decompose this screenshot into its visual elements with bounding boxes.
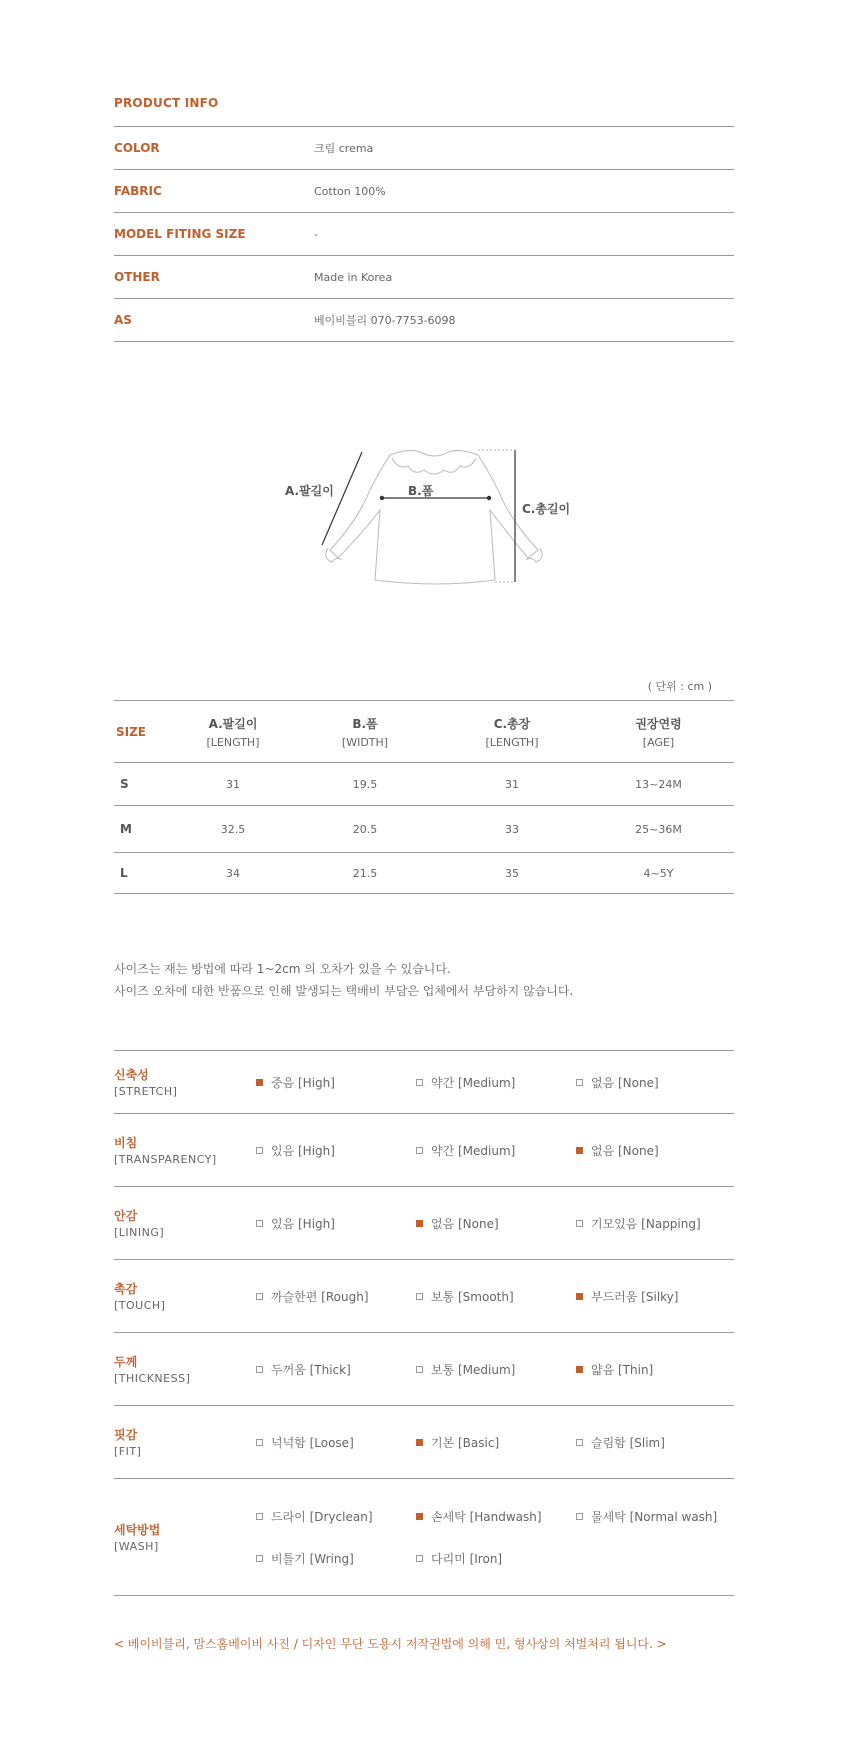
info-value: - xyxy=(314,227,318,241)
property-option-label: 약간 [Medium] xyxy=(431,1143,516,1158)
property-name xyxy=(114,1114,256,1186)
property-option xyxy=(576,1285,734,1307)
property-option-label: 까슬한편 [Rough] xyxy=(271,1289,369,1304)
info-row-other xyxy=(114,255,734,298)
property-row xyxy=(114,1186,734,1259)
col-header-sub: [LENGTH] xyxy=(206,735,260,749)
property-label-en: [TRANSPARENCY] xyxy=(114,1153,217,1166)
checked-box-icon xyxy=(576,1147,583,1154)
property-option-label: 약간 [Medium] xyxy=(431,1075,516,1090)
size-table-header xyxy=(114,701,734,763)
property-row xyxy=(114,1332,734,1405)
property-option-label: 두꺼움 [Thick] xyxy=(271,1362,351,1377)
unchecked-box-icon xyxy=(256,1513,263,1520)
property-option xyxy=(416,1285,576,1307)
col-header-main: A.팔길이 xyxy=(208,716,258,731)
property-option xyxy=(416,1431,576,1453)
unchecked-box-icon xyxy=(256,1220,263,1227)
size-cell: L xyxy=(120,866,128,880)
property-option-label: 부드러움 [Silky] xyxy=(591,1289,679,1304)
property-label-ko: 세탁방법 xyxy=(114,1523,161,1537)
property-name xyxy=(114,1333,256,1405)
table-row xyxy=(114,763,734,806)
property-options xyxy=(256,1051,734,1113)
table-row xyxy=(114,806,734,853)
table-cell: 21.5 xyxy=(352,866,378,880)
info-row-as xyxy=(114,298,734,342)
info-row-model-size xyxy=(114,212,734,255)
info-value: Made in Korea xyxy=(314,270,393,284)
property-option-label: 비틀기 [Wring] xyxy=(271,1551,354,1566)
unchecked-box-icon xyxy=(416,1366,423,1373)
unchecked-box-icon xyxy=(256,1147,263,1154)
property-option xyxy=(256,1547,416,1569)
property-row xyxy=(114,1478,734,1596)
property-label-ko: 안감 xyxy=(114,1209,138,1223)
property-option-label: 손세탁 [Handwash] xyxy=(431,1509,542,1524)
checked-box-icon xyxy=(256,1079,263,1086)
property-option xyxy=(256,1071,416,1093)
checked-box-icon xyxy=(576,1366,583,1373)
copyright-notice: < 베이비블리, 맘스홈베이비 사진 / 디자인 무단 도용시 저작권법에 의해 민, 형사상의 처벌처리 됩니다. > xyxy=(114,1637,667,1651)
property-label-en: [WASH] xyxy=(114,1540,159,1553)
product-info-rows xyxy=(114,126,734,342)
table-cell: 32.5 xyxy=(220,822,246,836)
property-option xyxy=(256,1139,416,1161)
col-header-age xyxy=(583,701,734,763)
unchecked-box-icon xyxy=(416,1293,423,1300)
property-option xyxy=(416,1139,576,1161)
property-option xyxy=(576,1139,734,1161)
property-option-label: 얇음 [Thin] xyxy=(591,1362,654,1377)
unchecked-box-icon xyxy=(256,1293,263,1300)
col-header-main: B.폼 xyxy=(352,716,378,731)
col-header-length xyxy=(441,701,583,763)
info-value: 베이비블리 070-7753-6098 xyxy=(314,314,456,327)
property-label-en: [THICKNESS] xyxy=(114,1372,191,1385)
unchecked-box-icon xyxy=(256,1555,263,1562)
property-option-label: 보통 [Medium] xyxy=(431,1362,516,1377)
property-option xyxy=(256,1358,416,1380)
col-header-sub: [WIDTH] xyxy=(341,735,389,749)
property-option xyxy=(416,1358,576,1380)
property-option xyxy=(416,1505,576,1527)
property-option xyxy=(256,1212,416,1234)
property-option-label: 없음 [None] xyxy=(591,1143,659,1158)
property-label-ko: 비침 xyxy=(114,1136,138,1150)
property-options xyxy=(256,1333,734,1405)
size-notes xyxy=(114,958,734,1002)
property-label-ko: 신축성 xyxy=(114,1068,149,1082)
property-name xyxy=(114,1260,256,1332)
unchecked-box-icon xyxy=(576,1220,583,1227)
unchecked-box-icon xyxy=(416,1555,423,1562)
table-cell: 25~36M xyxy=(635,822,682,836)
property-label-en: [STRETCH] xyxy=(114,1085,178,1098)
table-cell: 34 xyxy=(226,866,240,880)
checked-box-icon xyxy=(416,1513,423,1520)
col-header-sub: [LENGTH] xyxy=(485,735,539,749)
property-option xyxy=(416,1212,576,1234)
size-table-section xyxy=(114,678,734,894)
info-row-fabric xyxy=(114,169,734,212)
size-header: SIZE xyxy=(116,724,147,739)
col-header-sleeve xyxy=(177,701,289,763)
property-option-label: 기모있음 [Napping] xyxy=(591,1216,701,1231)
property-name xyxy=(114,1406,256,1478)
property-option xyxy=(576,1358,734,1380)
diagram-label-width: B.폼 xyxy=(408,484,434,498)
table-cell: 33 xyxy=(505,822,519,836)
property-option-label: 물세탁 [Normal wash] xyxy=(591,1509,718,1524)
size-cell: M xyxy=(120,822,132,836)
unit-label: ( 단위 : cm ) xyxy=(647,680,712,693)
property-label-en: [TOUCH] xyxy=(114,1299,166,1312)
property-options xyxy=(256,1187,734,1259)
property-options xyxy=(256,1479,734,1595)
property-name xyxy=(114,1051,256,1113)
info-label: COLOR xyxy=(114,141,160,155)
info-label: AS xyxy=(114,313,132,327)
info-label: MODEL FITING SIZE xyxy=(114,227,246,241)
table-cell: 31 xyxy=(505,777,519,791)
property-options xyxy=(256,1114,734,1186)
property-row xyxy=(114,1050,734,1113)
table-row xyxy=(114,853,734,894)
property-option-label: 없음 [None] xyxy=(591,1075,659,1090)
property-label-ko: 핏감 xyxy=(114,1428,138,1442)
size-cell: S xyxy=(120,777,129,791)
info-value: 크림 crema xyxy=(314,142,374,155)
note-line: 사이즈 오차에 대한 반품으로 인해 발생되는 택배비 부담은 업체에서 부담하지 않습니다. xyxy=(114,984,574,998)
unchecked-box-icon xyxy=(576,1513,583,1520)
property-option-label: 넉넉함 [Loose] xyxy=(271,1435,354,1450)
property-option xyxy=(416,1547,576,1569)
property-option xyxy=(576,1071,734,1093)
checked-box-icon xyxy=(576,1293,583,1300)
unchecked-box-icon xyxy=(256,1439,263,1446)
col-header-width xyxy=(289,701,441,763)
unchecked-box-icon xyxy=(576,1079,583,1086)
property-label-ko: 두께 xyxy=(114,1355,138,1369)
fabric-properties-section xyxy=(114,1050,734,1596)
product-info-title: PRODUCT INFO xyxy=(114,96,219,110)
note-line: 사이즈는 재는 방법에 따라 1~2cm 의 오차가 있을 수 있습니다. xyxy=(114,962,451,976)
property-option-label: 다리미 [Iron] xyxy=(431,1551,503,1566)
property-option xyxy=(416,1071,576,1093)
table-cell: 20.5 xyxy=(352,822,378,836)
col-header-sub: [AGE] xyxy=(642,735,675,749)
info-row-color xyxy=(114,126,734,169)
property-row xyxy=(114,1259,734,1332)
property-label-en: [LINING] xyxy=(114,1226,165,1239)
property-options xyxy=(256,1260,734,1332)
garment-measurement-diagram xyxy=(270,430,590,600)
property-label-ko: 촉감 xyxy=(114,1282,138,1296)
property-option-label: 없음 [None] xyxy=(431,1216,499,1231)
property-option xyxy=(576,1431,734,1453)
property-option-label: 슬림함 [Slim] xyxy=(591,1435,665,1450)
property-name xyxy=(114,1479,256,1595)
checked-box-icon xyxy=(416,1439,423,1446)
table-cell: 4~5Y xyxy=(643,866,674,880)
info-label: FABRIC xyxy=(114,184,162,198)
table-cell: 19.5 xyxy=(352,777,378,791)
diagram-label-sleeve: A.팔길이 xyxy=(285,484,334,498)
property-label-en: [FIT] xyxy=(114,1445,142,1458)
product-info-section xyxy=(114,96,734,342)
property-option-label: 보통 [Smooth] xyxy=(431,1289,514,1304)
unchecked-box-icon xyxy=(576,1439,583,1446)
property-option-label: 드라이 [Dryclean] xyxy=(271,1509,373,1524)
col-header-main: C.총장 xyxy=(493,716,531,731)
table-cell: 35 xyxy=(505,866,519,880)
table-cell: 13~24M xyxy=(635,777,682,791)
property-option-label: 중음 [High] xyxy=(271,1075,335,1090)
unchecked-box-icon xyxy=(256,1366,263,1373)
property-name xyxy=(114,1187,256,1259)
property-option-label: 있음 [High] xyxy=(271,1216,335,1231)
property-option xyxy=(576,1212,734,1234)
property-option-label: 기본 [Basic] xyxy=(431,1435,500,1450)
property-options xyxy=(256,1406,734,1478)
property-row xyxy=(114,1405,734,1478)
property-option xyxy=(256,1505,416,1527)
col-header-main: 권장연령 xyxy=(635,716,682,731)
diagram-label-length: C.총길이 xyxy=(522,502,571,516)
unchecked-box-icon xyxy=(416,1079,423,1086)
info-label: OTHER xyxy=(114,270,160,284)
checked-box-icon xyxy=(416,1220,423,1227)
size-table xyxy=(114,700,734,894)
property-option xyxy=(256,1431,416,1453)
property-option xyxy=(576,1505,734,1527)
property-row xyxy=(114,1113,734,1186)
unchecked-box-icon xyxy=(416,1147,423,1154)
property-option xyxy=(256,1285,416,1307)
property-option-label: 있음 [High] xyxy=(271,1143,335,1158)
table-cell: 31 xyxy=(226,777,240,791)
info-value: Cotton 100% xyxy=(314,184,386,198)
